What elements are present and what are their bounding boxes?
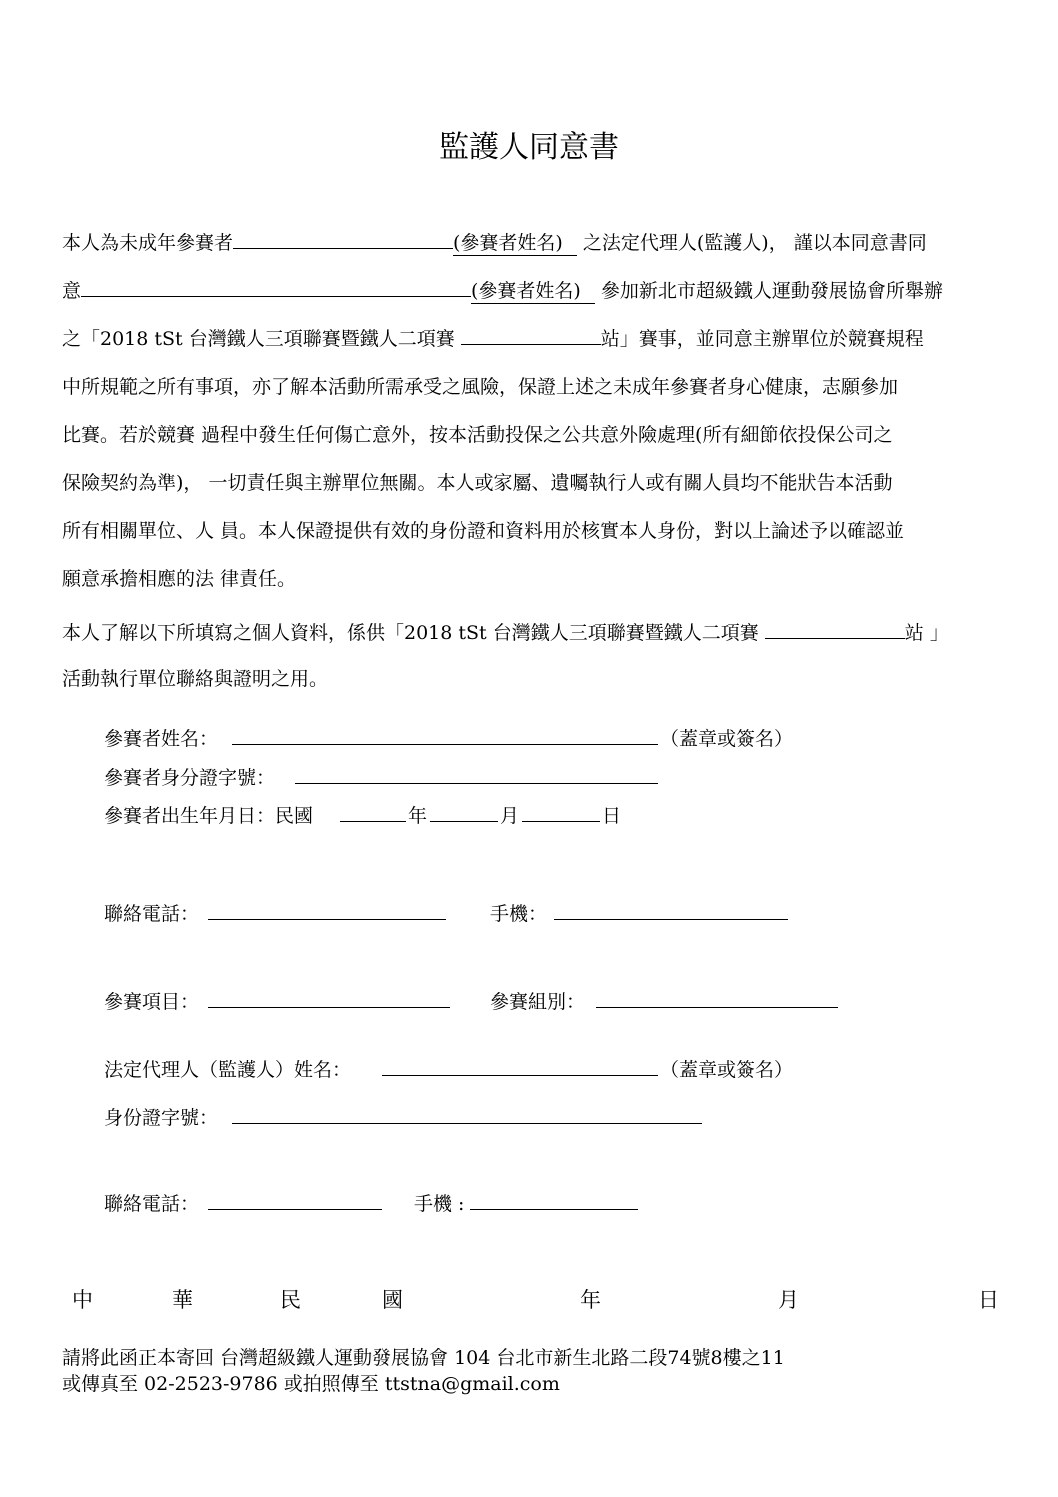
fax-email-instruction: 或傳真至 02-2523-9786 或拍照傳至 ttstna@gmail.com bbox=[62, 1373, 560, 1395]
participant-name-hint-2: (參賽者姓名) bbox=[471, 276, 595, 304]
birth-day-field[interactable] bbox=[522, 821, 600, 822]
info-line-2: 活動執行單位聯絡與證明之用。 bbox=[62, 668, 329, 690]
guardian-id-field[interactable] bbox=[232, 1123, 702, 1124]
page-title: 監護人同意書 bbox=[439, 130, 619, 165]
consent-line-1: 本人為未成年參賽者 (參賽者姓名) 之法定代理人(監護人)， 謹以本同意書同 bbox=[62, 228, 927, 256]
mailing-instruction: 請將此函正本寄回 台灣超級鐵人運動發展協會 104 台北市新生北路二段74號8樓之11 bbox=[62, 1347, 785, 1369]
consent-line-3: 之「2018 tSt 台灣鐵人三項聯賽暨鐵人二項賽 站」賽事，並同意主辦單位於競賽規程 bbox=[62, 328, 924, 350]
participant-name-blank-2[interactable] bbox=[81, 278, 471, 297]
seal-or-sign-note-1: （蓋章或簽名） bbox=[660, 728, 794, 750]
participant-name-label: 參賽者姓名： bbox=[104, 728, 219, 750]
info-line-1: 本人了解以下所填寫之個人資料，係供「2018 tSt 台灣鐵人三項聯賽暨鐵人二項賽 站 」 bbox=[62, 622, 949, 644]
guardian-mobile-field[interactable] bbox=[470, 1209, 638, 1210]
participant-name-field[interactable] bbox=[232, 744, 658, 745]
date-char-month: 月 bbox=[778, 1288, 799, 1312]
participant-id-label: 參賽者身分證字號： bbox=[104, 767, 276, 789]
date-char-zhong: 中 bbox=[72, 1288, 93, 1312]
event-label: 參賽項目： bbox=[104, 991, 200, 1013]
date-char-guo: 國 bbox=[382, 1288, 403, 1312]
seal-or-sign-note-2: （蓋章或簽名） bbox=[660, 1059, 794, 1081]
guardian-phone-label: 聯絡電話： bbox=[104, 1193, 200, 1215]
participant-name-hint-1: (參賽者姓名) bbox=[453, 228, 577, 256]
consent-line-2: 意 (參賽者姓名) 參加新北市超級鐵人運動發展協會所舉辦 bbox=[62, 276, 943, 304]
phone-label: 聯絡電話： bbox=[104, 903, 200, 925]
consent-line-6: 保險契約為準)， 一切責任與主辦單位無關。本人或家屬、遺囑執行人或有關人員均不能狀告本活動 bbox=[62, 472, 893, 494]
date-char-min: 民 bbox=[280, 1288, 301, 1312]
participant-id-field[interactable] bbox=[295, 783, 658, 784]
birth-year-field[interactable] bbox=[340, 821, 406, 822]
station-blank-1[interactable] bbox=[461, 326, 601, 345]
consent-line-4: 中所規範之所有事項，亦了解本活動所需承受之風險，保證上述之未成年參賽者身心健康，志願參加 bbox=[62, 376, 899, 398]
birth-year-unit: 年 bbox=[408, 805, 428, 827]
date-char-year: 年 bbox=[580, 1288, 601, 1312]
guardian-phone-field[interactable] bbox=[208, 1209, 382, 1210]
date-char-hua: 華 bbox=[172, 1288, 193, 1312]
date-char-day: 日 bbox=[978, 1288, 999, 1312]
phone-field[interactable] bbox=[208, 919, 446, 920]
mobile-label: 手機： bbox=[490, 903, 548, 925]
group-label: 參賽組別： bbox=[490, 991, 586, 1013]
guardian-name-label: 法定代理人（監護人）姓名： bbox=[104, 1059, 352, 1081]
guardian-mobile-label: 手機 : bbox=[414, 1193, 465, 1215]
consent-line-7: 所有相關單位、人 員。本人保證提供有效的身份證和資料用於核實本人身份，對以上論述予以確認並 bbox=[62, 520, 905, 542]
guardian-name-field[interactable] bbox=[382, 1075, 658, 1076]
group-field[interactable] bbox=[596, 1007, 838, 1008]
consent-line-5: 比賽。若於競賽 過程中發生任何傷亡意外，按本活動投保之公共意外險處理(所有細節依投保公司之 bbox=[62, 424, 893, 446]
birth-month-field[interactable] bbox=[430, 821, 498, 822]
station-blank-2[interactable] bbox=[765, 620, 905, 639]
participant-birth-label: 參賽者出生年月日：民國 bbox=[104, 805, 314, 827]
birth-month-unit: 月 bbox=[500, 805, 520, 827]
mobile-field[interactable] bbox=[554, 919, 788, 920]
consent-line-8: 願意承擔相應的法 律責任。 bbox=[62, 568, 297, 590]
participant-name-blank-1[interactable] bbox=[233, 230, 453, 249]
guardian-id-label: 身份證字號： bbox=[104, 1107, 219, 1129]
birth-day-unit: 日 bbox=[602, 805, 622, 827]
event-field[interactable] bbox=[208, 1007, 450, 1008]
